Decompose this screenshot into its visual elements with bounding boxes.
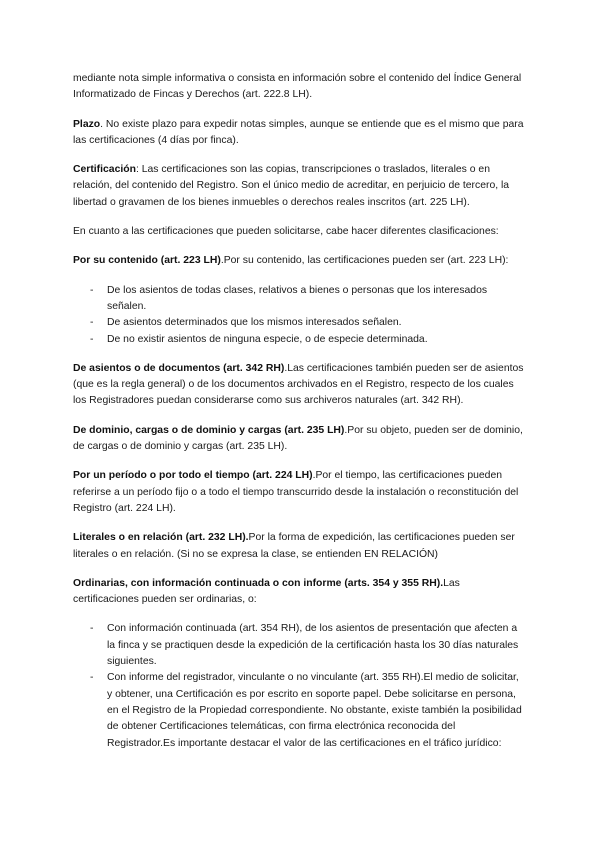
list-item: - De los asientos de todas clases, relativos a bienes o personas que los interesados señalen. (73, 283, 525, 316)
list-item: - De no existir asientos de ninguna especie, o de especie determinada. (73, 332, 525, 348)
contenido-heading: Por su contenido (art. 223 LH) (73, 255, 221, 267)
contenido-paragraph (73, 253, 525, 269)
asientos-text: .Las certificaciones también pueden ser de asientos (que es la regla general) o de los documentos archivados en el Registro, respecto de los cuales los Registradores puedan considerarse como sus archiveros naturales (art. 342 RH). (73, 362, 524, 407)
ordinarias-paragraph (73, 576, 525, 609)
asientos-paragraph (73, 361, 525, 410)
asientos-heading: De asientos o de documentos (art. 342 RH) (73, 362, 285, 374)
contenido-list (73, 283, 525, 348)
dominio-heading: De dominio, cargas o de dominio y cargas (art. 235 LH) (73, 424, 345, 436)
periodo-paragraph (73, 468, 525, 517)
clasificaciones-paragraph: En cuanto a las certificaciones que pueden solicitarse, cabe hacer diferentes clasificaciones: (73, 226, 499, 238)
plazo-paragraph (73, 117, 525, 150)
periodo-heading: Por un período o por todo el tiempo (art. 224 LH) (73, 470, 313, 482)
periodo-text: .Por el tiempo, las certificaciones pueden referirse a un período fijo o a todo el tiempo transcurrido desde la instalación o reconstitución del Registro (art. 224 LH). (73, 470, 519, 514)
literales-heading: Literales o en relación (art. 232 LH). (73, 532, 249, 544)
ordinarias-heading: Ordinarias, con información continuada o con informe (arts. 354 y 355 RH). (73, 577, 444, 589)
plazo-text: . No existe plazo para expedir notas simples, aunque se entiende que es el mismo que para las certificaciones (4 días por finca). (73, 118, 524, 146)
document-page (73, 71, 525, 752)
list-item: - Con información continuada (art. 354 RH), de los asientos de presentación que afecten a la finca y se practiquen desde la expedición de la certificación hasta los 30 días naturales siguientes. (73, 621, 525, 670)
ordinarias-text: Las certificaciones pueden ser ordinarias, o: (73, 577, 460, 606)
intro-paragraph: mediante nota simple informativa o consista en información sobre el contenido del Índice General Informatizado de Fincas y Derechos (art. 222.8 LH). (73, 73, 522, 101)
contenido-text: .Por su contenido, las certificaciones pueden ser (art. 223 LH): (220, 255, 509, 267)
ordinarias-list (73, 621, 525, 751)
literales-text: Por la forma de expedición, las certificaciones pueden ser literales o en relación. (Si no se expresa la clase, se entienden EN RELACIÓN) (73, 532, 515, 560)
dominio-text: .Por su objeto, pueden ser de dominio, de cargas o de dominio y cargas (art. 235 LH). (73, 424, 523, 453)
list-item: - Con informe del registrador, vinculante o no vinculante (art. 355 RH).El medio de solicitar, y obtener, una Certificación es por escrito en soporte papel. Debe solicitarse en persona, en el Registro de la Propiedad correspondiente. No obstante, existe también la posibilidad de obtener Certificaciones telemáticas, con firma electrónica reconocida del Registrador.Es importante destacar el valor de las certificaciones en el tráfico jurídico: (73, 670, 525, 751)
certificacion-text: : Las certificaciones son las copias, transcripciones o traslados, literales o en relación, del contenido del Registro. Son el único medio de acreditar, en perjuicio de tercero, la libertad o gravamen de los bienes inmuebles o derechos reales inscritos (art. 225 LH). (73, 164, 510, 208)
dominio-paragraph (73, 423, 525, 456)
list-item: - De asientos determinados que los mismos interesados señalen. (73, 315, 525, 331)
plazo-heading: Plazo (73, 118, 101, 130)
certificacion-heading: Certificación (73, 164, 136, 176)
certificacion-paragraph (73, 162, 525, 211)
literales-paragraph (73, 530, 525, 563)
